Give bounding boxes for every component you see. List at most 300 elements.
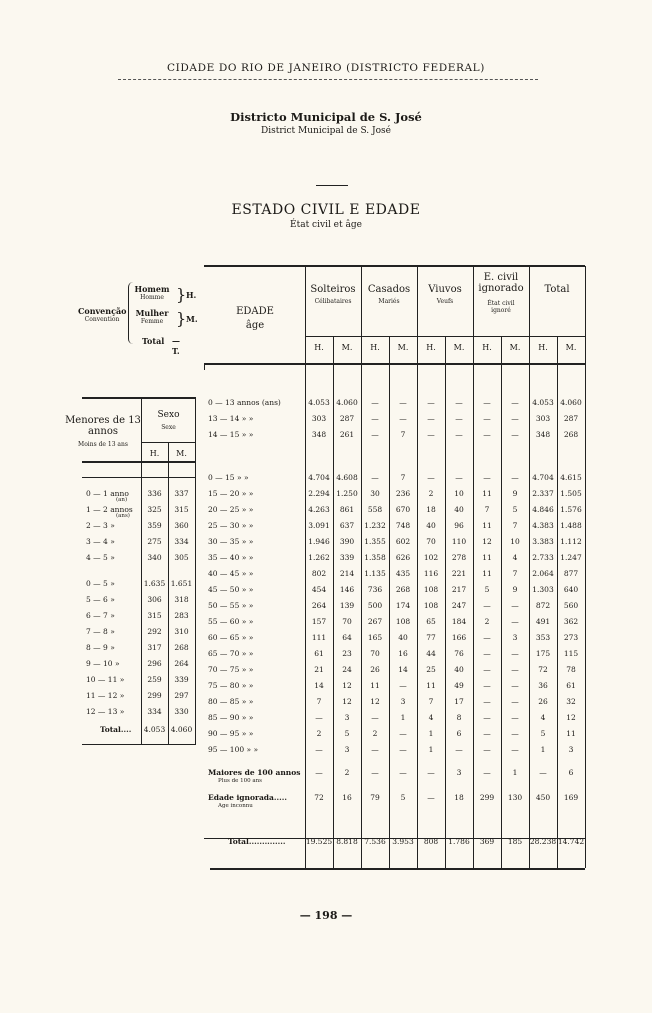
- table-cell: —: [483, 398, 491, 407]
- table-cell: —: [371, 745, 379, 754]
- left-cell: 259: [147, 675, 162, 684]
- table-cell: 169: [563, 793, 579, 802]
- table-cell: —: [511, 430, 519, 439]
- table-cell: —: [371, 473, 379, 482]
- table-cell: 139: [339, 601, 355, 610]
- row-label: Maiores de 100 annos: [208, 768, 301, 777]
- table-cell: 72: [538, 665, 548, 674]
- table-cell: 214: [339, 569, 355, 578]
- table-cell: 3: [344, 745, 350, 754]
- row-label: 70 — 75 » »: [208, 665, 254, 674]
- total-cell: 8.818: [336, 837, 358, 846]
- left-cell: 283: [174, 611, 189, 620]
- table-cell: —: [483, 697, 491, 706]
- row-label: 20 — 25 » »: [208, 505, 254, 514]
- total-cell: 369: [479, 837, 495, 846]
- total-cell: 14.742: [557, 837, 585, 846]
- left-cell: 337: [174, 489, 189, 498]
- table-cell: 4.615: [560, 473, 582, 482]
- table-cell: 36: [538, 681, 548, 690]
- table-cell: —: [511, 601, 519, 610]
- table-cell: 10: [454, 489, 464, 498]
- table-cell: —: [483, 745, 491, 754]
- table-cell: 3: [344, 713, 350, 722]
- left-cell: 318: [174, 595, 189, 604]
- edade-header: EDADE: [236, 306, 274, 317]
- table-cell: 174: [395, 601, 411, 610]
- table-title-fr: État civil et âge: [290, 220, 362, 230]
- table-cell: 76: [454, 649, 464, 658]
- row-label: 45 — 50 » »: [208, 585, 254, 594]
- table-cell: 287: [339, 414, 355, 423]
- row-label: 85 — 90 » »: [208, 713, 254, 722]
- left-col-rule-3: [195, 398, 196, 744]
- table-cell: 18: [426, 505, 436, 514]
- table-cell: 26: [538, 697, 548, 706]
- m-header: M.: [509, 343, 521, 352]
- table-cell: —: [427, 473, 435, 482]
- table-cell: 157: [311, 617, 327, 626]
- row-label: 60 — 65 » »: [208, 633, 254, 642]
- main-header-bottom-rule: [204, 363, 585, 365]
- left-title: Menores de 13 annos: [65, 415, 141, 437]
- row-label: 65 — 70 » »: [208, 649, 254, 658]
- total-cell: 185: [507, 837, 523, 846]
- table-cell: 278: [451, 553, 467, 562]
- legend-brace: [128, 282, 133, 344]
- table-cell: 1: [400, 713, 406, 722]
- table-cell: 16: [398, 649, 408, 658]
- table-cell: 102: [423, 553, 439, 562]
- table-cell: —: [455, 745, 463, 754]
- table-cell: 61: [566, 681, 576, 690]
- table-cell: 14: [398, 665, 408, 674]
- table-cell: 4.060: [560, 398, 582, 407]
- table-cell: —: [511, 745, 519, 754]
- table-cell: 26: [370, 665, 380, 674]
- left-sexe: Sexe: [161, 424, 176, 431]
- row-label: 14 — 15 » »: [208, 430, 254, 439]
- table-cell: —: [483, 681, 491, 690]
- table-cell: 7: [400, 430, 406, 439]
- table-cell: 5: [484, 585, 490, 594]
- table-cell: 2: [484, 617, 490, 626]
- legend-mulher: Mulher: [135, 308, 169, 318]
- table-cell: —: [371, 398, 379, 407]
- h-header: H.: [370, 343, 380, 352]
- table-cell: —: [483, 430, 491, 439]
- group-header: E. civil ignorado: [478, 272, 524, 294]
- left-body-top-rule: [82, 477, 196, 478]
- table-cell: 736: [367, 585, 383, 594]
- table-cell: —: [511, 729, 519, 738]
- left-row-label: 7 — 8 »: [86, 627, 115, 636]
- legend-brace-h: }: [176, 285, 187, 304]
- table-cell: 4.846: [532, 505, 554, 514]
- table-cell: —: [315, 768, 323, 777]
- table-cell: —: [399, 745, 407, 754]
- table-cell: 184: [451, 617, 467, 626]
- table-cell: 1.247: [560, 553, 582, 562]
- row-label: 75 — 80 » »: [208, 681, 254, 690]
- left-row-label: 6 — 7 »: [86, 611, 115, 620]
- table-cell: 7: [316, 697, 322, 706]
- main-col-rule: [529, 266, 530, 868]
- left-sexo: Sexo: [157, 410, 180, 420]
- left-row-label: 10 — 11 »: [86, 675, 125, 684]
- table-cell: 7: [400, 473, 406, 482]
- table-cell: —: [427, 793, 435, 802]
- table-cell: 2: [344, 768, 350, 777]
- table-cell: 108: [423, 601, 439, 610]
- left-table-top-rule: [82, 397, 196, 399]
- left-row-label: 8 — 9 »: [86, 643, 115, 652]
- table-cell: 166: [451, 633, 467, 642]
- left-total-cell: 4.053: [143, 725, 166, 734]
- table-cell: 111: [311, 633, 327, 642]
- left-cell: 310: [174, 627, 189, 636]
- group-header: Viuvos: [428, 284, 462, 295]
- total-cell: 19.525: [305, 837, 333, 846]
- table-cell: —: [399, 681, 407, 690]
- left-cell: 360: [174, 521, 189, 530]
- table-cell: —: [483, 713, 491, 722]
- table-cell: 40: [454, 665, 464, 674]
- group-header-fr: État civil ignoré: [487, 300, 515, 314]
- table-cell: 353: [535, 633, 551, 642]
- table-cell: —: [483, 414, 491, 423]
- table-cell: 11: [566, 729, 576, 738]
- table-cell: 7: [512, 569, 518, 578]
- table-cell: 268: [395, 585, 411, 594]
- legend-homme: Homme: [140, 294, 164, 301]
- table-cell: 450: [535, 793, 551, 802]
- left-cell: 299: [147, 691, 162, 700]
- left-cell: 264: [174, 659, 189, 668]
- table-cell: 7: [428, 697, 434, 706]
- table-cell: —: [483, 633, 491, 642]
- table-cell: 2.733: [532, 553, 554, 562]
- table-cell: 5: [344, 729, 350, 738]
- table-cell: 146: [339, 585, 355, 594]
- table-cell: 11: [482, 569, 492, 578]
- table-cell: 2.294: [308, 489, 330, 498]
- table-cell: 9: [512, 489, 518, 498]
- table-cell: —: [371, 713, 379, 722]
- left-cell: 296: [147, 659, 162, 668]
- table-cell: —: [539, 768, 547, 777]
- table-cell: 108: [423, 585, 439, 594]
- row-label: 13 — 14 » »: [208, 414, 254, 423]
- table-cell: —: [483, 601, 491, 610]
- table-cell: 1: [428, 729, 434, 738]
- table-cell: —: [315, 713, 323, 722]
- left-cell: 306: [147, 595, 162, 604]
- total-cell: 1.786: [448, 837, 470, 846]
- legend-convention: Convention: [84, 316, 120, 323]
- table-cell: 70: [370, 649, 380, 658]
- left-row-label: 5 — 6 »: [86, 595, 115, 604]
- legend-t: — T.: [172, 336, 180, 356]
- table-cell: —: [399, 414, 407, 423]
- table-cell: 65: [426, 617, 436, 626]
- table-cell: 16: [342, 793, 352, 802]
- row-sublabel: Age inconnu: [218, 803, 253, 809]
- table-cell: 23: [342, 649, 352, 658]
- main-col-rule: [417, 266, 418, 868]
- district-title-fr: District Municipal de S. José: [261, 126, 391, 136]
- row-label: 35 — 40 » »: [208, 553, 254, 562]
- main-col-rule: [473, 266, 474, 868]
- table-cell: —: [455, 398, 463, 407]
- group-header: Solteiros: [310, 284, 356, 295]
- table-cell: 40: [398, 633, 408, 642]
- left-cell: 334: [147, 707, 162, 716]
- h-header: H.: [426, 343, 436, 352]
- table-cell: 4.060: [336, 398, 358, 407]
- left-cell: 340: [147, 553, 162, 562]
- table-cell: 560: [563, 601, 579, 610]
- table-cell: 236: [395, 489, 411, 498]
- total-cell: 28.238: [529, 837, 557, 846]
- legend-femme: Femme: [140, 318, 164, 325]
- left-row-label: 11 — 12 »: [86, 691, 125, 700]
- left-title-fr: Moins de 13 ans: [78, 441, 128, 448]
- left-row-label: 0 — 5 »: [86, 579, 115, 588]
- table-cell: —: [511, 414, 519, 423]
- table-cell: 4.704: [308, 473, 330, 482]
- main-table-top-rule: [204, 265, 585, 267]
- table-cell: 4: [512, 553, 518, 562]
- main-col-rule: [361, 266, 362, 868]
- left-row-label: 3 — 4 »: [86, 537, 115, 546]
- table-cell: 221: [451, 569, 467, 578]
- table-cell: —: [427, 398, 435, 407]
- table-cell: 3: [568, 745, 574, 754]
- table-cell: 64: [342, 633, 352, 642]
- left-cell: 297: [174, 691, 189, 700]
- row-label: 15 — 20 » »: [208, 489, 254, 498]
- table-cell: 21: [314, 665, 324, 674]
- left-cell: 268: [174, 643, 189, 652]
- left-row-label: 1 — 2 annos: [86, 505, 133, 514]
- table-cell: 9: [512, 585, 518, 594]
- table-cell: 4.704: [532, 473, 554, 482]
- table-cell: 11: [482, 553, 492, 562]
- table-cell: 12: [342, 697, 352, 706]
- left-total-cell: 4.060: [170, 725, 193, 734]
- left-row-sublabel: (ans): [116, 513, 130, 519]
- edade-col-rule: [204, 364, 205, 370]
- group-header: Casados: [367, 284, 411, 295]
- table-cell: 4.053: [308, 398, 330, 407]
- left-h-header: H.: [149, 449, 160, 458]
- table-cell: 4.608: [336, 473, 358, 482]
- table-cell: 2.064: [532, 569, 554, 578]
- table-cell: 1.250: [336, 489, 358, 498]
- table-cell: 1.303: [532, 585, 554, 594]
- table-cell: 299: [479, 793, 495, 802]
- m-header: M.: [453, 343, 465, 352]
- table-cell: 267: [367, 617, 383, 626]
- table-cell: —: [483, 473, 491, 482]
- left-row-sublabel: (an): [116, 497, 128, 503]
- table-cell: 4: [540, 713, 546, 722]
- table-cell: 12: [482, 537, 492, 546]
- row-label: 25 — 30 » »: [208, 521, 254, 530]
- table-cell: 217: [451, 585, 467, 594]
- district-title: Districto Municipal de S. José: [230, 110, 422, 124]
- table-cell: 261: [339, 430, 355, 439]
- left-row-label: 4 — 5 »: [86, 553, 115, 562]
- table-cell: 1.946: [308, 537, 330, 546]
- table-cell: 12: [370, 697, 380, 706]
- left-cell: 275: [147, 537, 162, 546]
- table-cell: 491: [535, 617, 551, 626]
- table-cell: 602: [395, 537, 411, 546]
- table-cell: 4.383: [532, 521, 554, 530]
- table-cell: 558: [367, 505, 383, 514]
- table-cell: 116: [423, 569, 439, 578]
- table-cell: 348: [535, 430, 551, 439]
- table-cell: 2: [372, 729, 378, 738]
- left-m-header: M.: [176, 449, 187, 458]
- row-label: 50 — 55 » »: [208, 601, 254, 610]
- legend-homem: Homem: [134, 284, 170, 294]
- table-cell: 4.263: [308, 505, 330, 514]
- table-cell: —: [315, 745, 323, 754]
- table-cell: 77: [426, 633, 436, 642]
- table-cell: 637: [339, 521, 355, 530]
- table-cell: 802: [311, 569, 327, 578]
- table-cell: 3.091: [308, 521, 330, 530]
- table-cell: 303: [535, 414, 551, 423]
- table-cell: 11: [370, 681, 380, 690]
- table-cell: 3: [512, 633, 518, 642]
- left-cell: 1.651: [170, 579, 193, 588]
- table-cell: 264: [311, 601, 327, 610]
- left-row-label: 2 — 3 »: [86, 521, 115, 530]
- table-cell: —: [511, 617, 519, 626]
- left-cell: 292: [147, 627, 162, 636]
- table-cell: —: [511, 697, 519, 706]
- table-cell: —: [427, 414, 435, 423]
- table-title: ESTADO CIVIL E EDADE: [231, 202, 421, 218]
- table-cell: 390: [339, 537, 355, 546]
- table-cell: —: [511, 713, 519, 722]
- group-header: Total: [544, 284, 570, 295]
- table-cell: 6: [568, 768, 574, 777]
- main-col-rule: [585, 266, 586, 868]
- table-cell: 2: [428, 489, 434, 498]
- table-cell: 670: [395, 505, 411, 514]
- legend-brace-m: }: [176, 309, 187, 328]
- table-cell: 287: [563, 414, 579, 423]
- left-total-label: Total....: [100, 725, 132, 734]
- table-cell: 2: [316, 729, 322, 738]
- table-cell: 165: [367, 633, 383, 642]
- left-cell: 315: [147, 611, 162, 620]
- h-header: H.: [314, 343, 324, 352]
- table-cell: 12: [566, 713, 576, 722]
- table-cell: 96: [454, 521, 464, 530]
- table-cell: 1.112: [560, 537, 582, 546]
- page-number: — 198 —: [299, 909, 353, 922]
- table-cell: 30: [370, 489, 380, 498]
- row-sublabel: Plus de 100 ans: [218, 778, 262, 784]
- table-cell: 3: [456, 768, 462, 777]
- table-cell: 1: [540, 745, 546, 754]
- h-header: H.: [482, 343, 492, 352]
- table-cell: —: [511, 473, 519, 482]
- row-label: 30 — 35 » »: [208, 537, 254, 546]
- table-cell: 61: [314, 649, 324, 658]
- table-cell: 861: [339, 505, 355, 514]
- table-cell: 339: [339, 553, 355, 562]
- left-table-bottom-rule: [82, 744, 196, 745]
- m-header: M.: [565, 343, 577, 352]
- table-cell: —: [483, 729, 491, 738]
- left-cell: 315: [174, 505, 189, 514]
- table-cell: 1: [428, 745, 434, 754]
- row-label: 0 — 15 » »: [208, 473, 249, 482]
- left-row-label: 9 — 10 »: [86, 659, 120, 668]
- table-cell: 11: [482, 521, 492, 530]
- table-cell: 4.053: [532, 398, 554, 407]
- table-cell: —: [399, 398, 407, 407]
- left-cell: 330: [174, 707, 189, 716]
- left-cell: 334: [174, 537, 189, 546]
- row-label: 55 — 60 » »: [208, 617, 254, 626]
- total-cell: 3.953: [392, 837, 414, 846]
- table-cell: 268: [563, 430, 579, 439]
- table-cell: 273: [563, 633, 579, 642]
- table-cell: 108: [395, 617, 411, 626]
- row-label: 95 — 100 » »: [208, 745, 259, 754]
- table-cell: 18: [454, 793, 464, 802]
- table-cell: 3: [400, 697, 406, 706]
- table-cell: 1.355: [364, 537, 386, 546]
- group-header-fr: Veufs: [436, 298, 454, 305]
- table-cell: 640: [563, 585, 579, 594]
- legend-h: H.: [186, 290, 197, 300]
- table-cell: 1.576: [560, 505, 582, 514]
- table-cell: 5: [540, 729, 546, 738]
- table-cell: 25: [426, 665, 436, 674]
- table-cell: 79: [370, 793, 380, 802]
- left-cell: 1.635: [143, 579, 166, 588]
- table-cell: —: [371, 414, 379, 423]
- left-row-label: 12 — 13 »: [86, 707, 125, 716]
- table-cell: 348: [311, 430, 327, 439]
- table-cell: 11: [482, 489, 492, 498]
- running-title: CIDADE DO RIO DE JANEIRO (DISTRICTO FEDERAL): [167, 62, 485, 74]
- table-cell: 872: [535, 601, 551, 610]
- m-header: M.: [341, 343, 353, 352]
- total-label: Total..............: [228, 837, 286, 846]
- table-cell: 877: [563, 569, 579, 578]
- table-cell: 1.232: [364, 521, 386, 530]
- table-cell: —: [455, 473, 463, 482]
- table-cell: 70: [342, 617, 352, 626]
- table-cell: 303: [311, 414, 327, 423]
- table-cell: —: [483, 649, 491, 658]
- table-cell: 454: [311, 585, 327, 594]
- table-cell: 40: [426, 521, 436, 530]
- table-cell: 7: [512, 521, 518, 530]
- age-header: âge: [245, 320, 265, 331]
- m-header: M.: [397, 343, 409, 352]
